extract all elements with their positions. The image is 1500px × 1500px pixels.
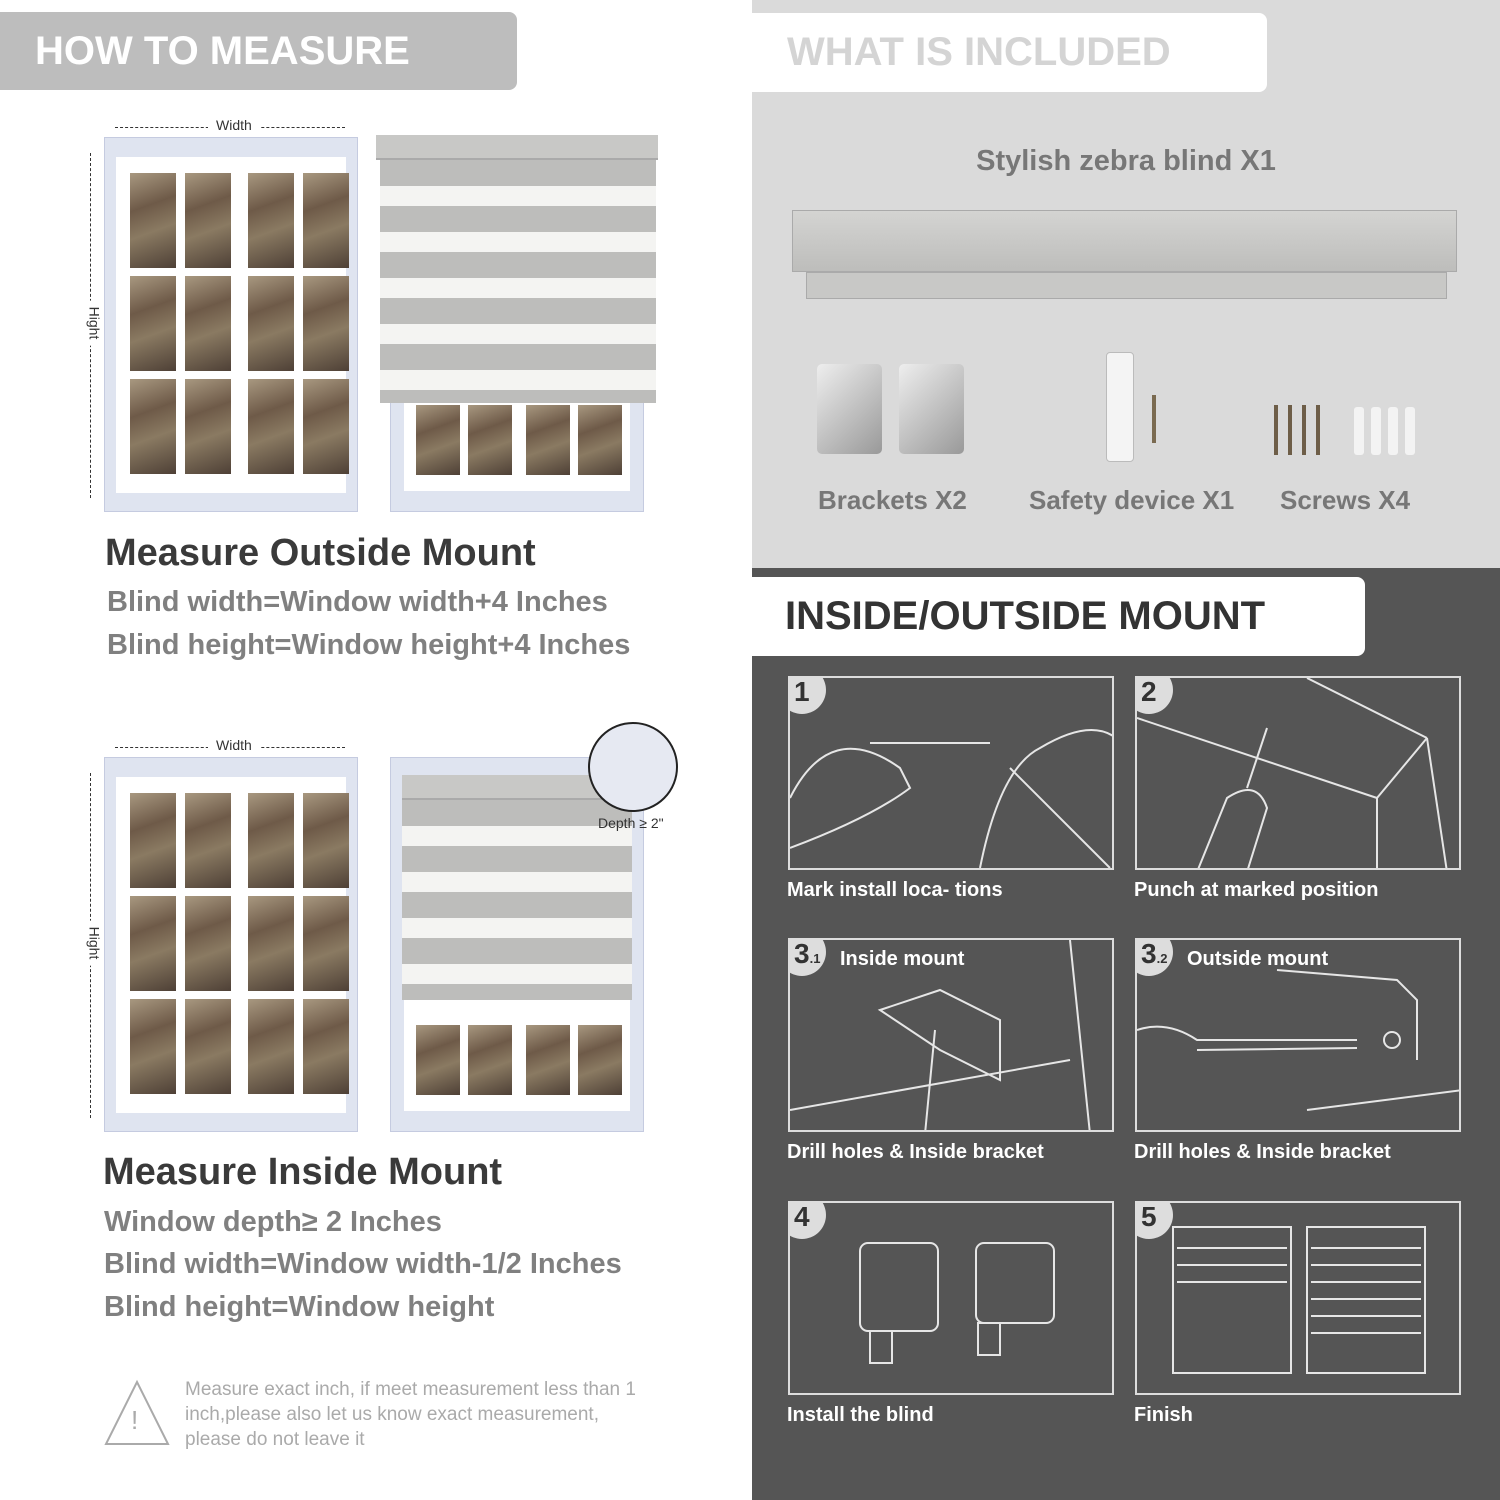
window-pane	[526, 405, 570, 475]
window-pane	[130, 793, 176, 888]
window-pane	[185, 276, 231, 371]
step-3-panel	[788, 938, 1114, 1132]
zebra-blind	[380, 160, 656, 403]
safety-screw-image	[1152, 395, 1156, 443]
window-pane	[578, 1025, 622, 1095]
window-pane	[526, 1025, 570, 1095]
screw	[1288, 405, 1292, 455]
inside-line-3: Blind height=Window height	[104, 1291, 495, 1323]
step-subnumber: .1	[809, 951, 821, 966]
depth-note: Depth ≥ 2"	[598, 815, 664, 831]
wall-anchor	[1371, 407, 1381, 455]
bracket-image-1	[817, 364, 882, 454]
warning-text: Measure exact inch, if meet measurement less than 1 inch,please also let us know exact measurement, please do not leave it	[185, 1379, 636, 1450]
step-2-panel	[1135, 676, 1461, 870]
step-number: 3	[794, 938, 810, 969]
wall-anchor	[1405, 407, 1415, 455]
window-pane	[468, 405, 512, 475]
screw	[1302, 405, 1306, 455]
window-pane	[130, 276, 176, 371]
step-number: 5	[1141, 1201, 1157, 1232]
step-illustration	[1137, 1203, 1461, 1395]
window-pane	[578, 405, 622, 475]
step-1-panel	[788, 676, 1114, 870]
window-pane	[303, 276, 349, 371]
step-illustration	[790, 678, 1114, 870]
step-title: Inside mount	[840, 948, 965, 970]
height-label: Hight	[86, 301, 102, 346]
window-pane	[416, 1025, 460, 1095]
window-pane	[248, 793, 294, 888]
window-pane	[130, 896, 176, 991]
outside-title: Measure Outside Mount	[105, 532, 536, 574]
outside-line-2: Blind height=Window height+4 Inches	[107, 629, 631, 661]
window-pane	[303, 896, 349, 991]
step-6-label: Finish	[1134, 1404, 1193, 1426]
inside-title: Measure Inside Mount	[103, 1151, 503, 1193]
depth-callout-circle	[588, 722, 678, 812]
head-rail-bottom	[806, 272, 1447, 299]
step-4-label: Drill holes & Inside bracket	[1134, 1141, 1391, 1163]
bracket-image-2	[899, 364, 964, 454]
window-pane	[303, 173, 349, 268]
inside-line-1: Window depth≥ 2 Inches	[104, 1206, 442, 1238]
step-number: 4	[794, 1201, 810, 1232]
step-1-label: Mark install loca- tions	[787, 879, 1003, 901]
how-to-measure-header: HOW TO MEASURE	[0, 12, 517, 90]
step-number: 2	[1141, 676, 1157, 707]
window-pane	[185, 379, 231, 474]
window-pane	[248, 379, 294, 474]
window-pane	[303, 999, 349, 1094]
step-number: 1	[794, 676, 810, 707]
window-pane	[130, 379, 176, 474]
window-pane	[185, 793, 231, 888]
outside-line-1: Blind width=Window width+4 Inches	[107, 586, 608, 618]
width-label: Width	[208, 737, 260, 753]
step-2-label: Punch at marked position	[1134, 879, 1379, 901]
window-pane	[185, 999, 231, 1094]
step-illustration	[1137, 678, 1461, 870]
brackets-label: Brackets X2	[818, 485, 967, 515]
outside-mount-diagram	[80, 115, 680, 515]
step-4-panel	[1135, 938, 1461, 1132]
step-subnumber: .2	[1156, 951, 1168, 966]
blind-head-rail	[376, 135, 658, 160]
step-6-panel	[1135, 1201, 1461, 1395]
screws-label: Screws X4	[1280, 485, 1411, 515]
window-pane	[248, 896, 294, 991]
window-pane	[248, 173, 294, 268]
height-label: Hight	[86, 921, 102, 966]
step-3-label: Drill holes & Inside bracket	[787, 1141, 1044, 1163]
screw	[1316, 405, 1320, 455]
wall-anchor	[1354, 407, 1364, 455]
screw	[1274, 405, 1278, 455]
window-pane	[248, 999, 294, 1094]
screws-image	[1274, 405, 1424, 457]
safety-device-image	[1106, 352, 1134, 462]
inside-line-2: Blind width=Window width-1/2 Inches	[104, 1248, 622, 1280]
step-title: Outside mount	[1187, 948, 1329, 970]
warning-icon-mark: !	[131, 1405, 139, 1435]
width-label: Width	[208, 117, 260, 133]
window-pane	[185, 173, 231, 268]
wall-anchor	[1388, 407, 1398, 455]
included-header: WHAT IS INCLUDED	[752, 13, 1267, 92]
window-pane	[303, 379, 349, 474]
window-pane	[416, 405, 460, 475]
window-pane	[130, 999, 176, 1094]
safety-device-label: Safety device X1	[1029, 485, 1235, 515]
window-pane	[185, 896, 231, 991]
step-number: 3	[1141, 938, 1157, 969]
window-pane	[303, 793, 349, 888]
inside-mount-diagram	[80, 735, 680, 1135]
window-pane	[130, 173, 176, 268]
head-rail-image	[792, 210, 1457, 272]
window-pane	[468, 1025, 512, 1095]
step-5-label: Install the blind	[787, 1404, 934, 1426]
step-5-panel	[788, 1201, 1114, 1395]
window-pane	[248, 276, 294, 371]
mount-header: INSIDE/OUTSIDE MOUNT	[752, 577, 1365, 656]
zebra-blind-label: Stylish zebra blind X1	[976, 145, 1276, 177]
step-illustration	[790, 1203, 1114, 1395]
